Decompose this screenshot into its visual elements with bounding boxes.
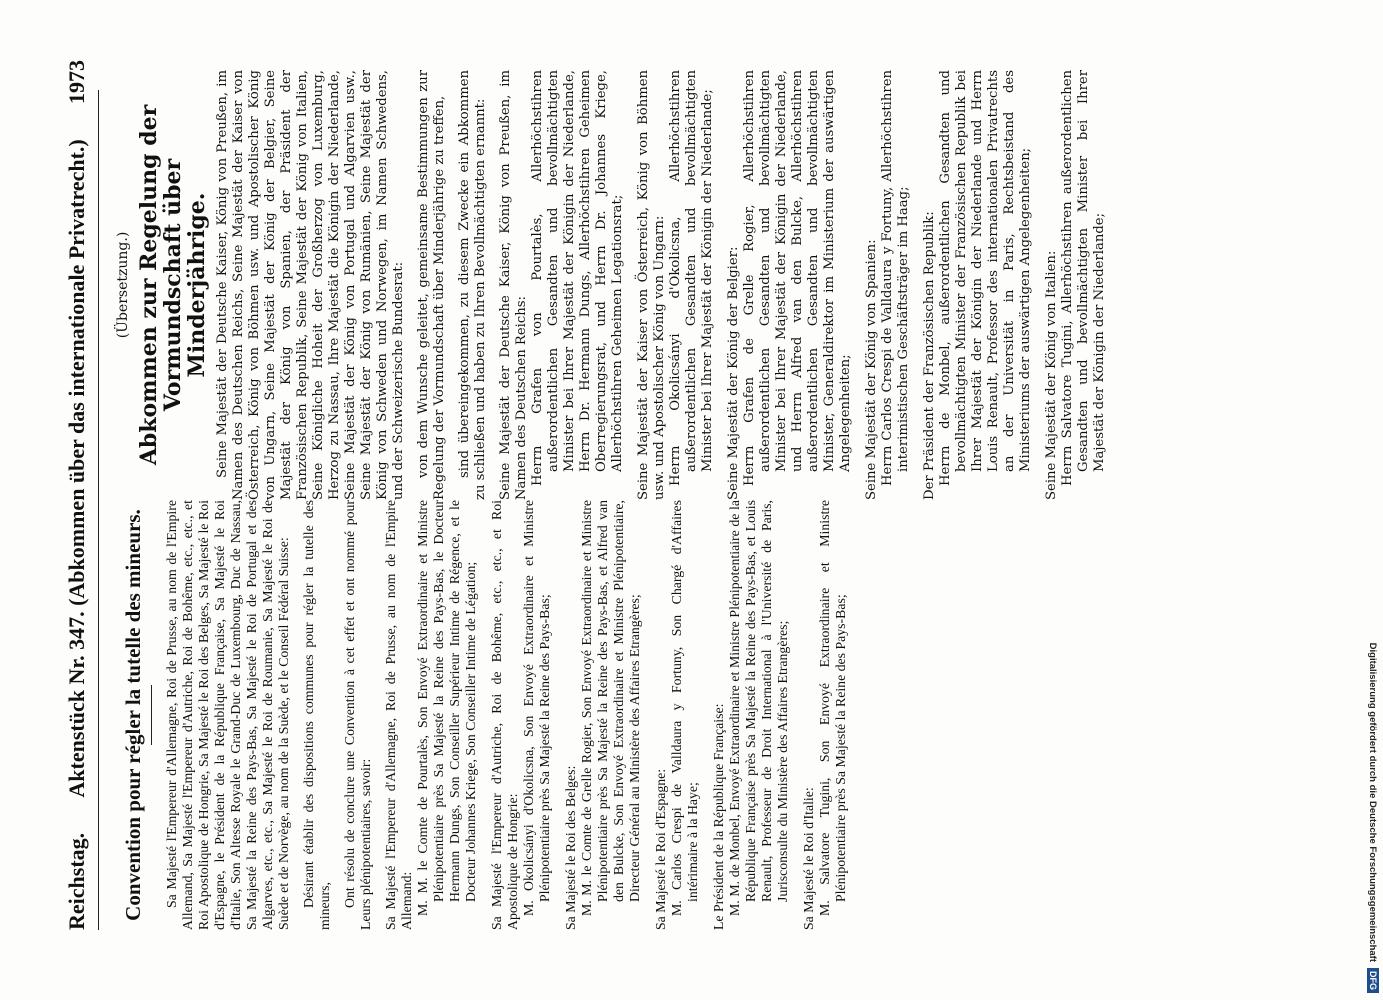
party-representative: Herrn Carlos Crespi de Valldaura y Fortuny, Allerhöchstihren interimistischen Geschäftsträger im Haag; [880,70,911,486]
french-party [489,500,553,930]
party-representative: Herrn Salvatore Tugini, Allerhöchstihren außerordentlichen Gesandten und bevollmächtigten Minister bei Ihrer Majestät der Königin der Niederlande; [1060,70,1107,486]
party-representative: Herrn Grafen von Pourtalès, Allerhöchstihren außerordentlichen Gesandten und bevollmächtigten Minister bei Ihrer Majestät der Königin der Niederlande, Herrn Dr. Hermann Dungs, Allerhöchstihren Geheimen Oberregierungsrat, und Herrn Dr. Johannes Kriege, Allerhöchstihren Geheimen Legationsrat; [530,70,625,486]
party-head: Sa Majesté l'Empereur d'Autriche, Roi de Bohême, etc., etc., et Roi Apostolique de Hongrie: [489,500,520,930]
digitization-sidenote [1366,8,1380,993]
german-party [636,70,716,500]
party-representative: Herrn de Monbel, außerordentlichen Gesandten und bevollmächtigten Minister der Französischen Republik bei Ihrer Majestät der Königin der Niederlande und Herrn Louis Renault, Professor des internationalen Privatrechts an der Universität in Paris, Rechtsbeistand des Ministeriums der auswärtigen Angelegenheiten; [938,70,1033,486]
party-head: Seine Majestät der Deutsche Kaiser, König von Preußen, im Namen des Deutschen Reichs: [498,70,529,500]
german-preamble-2: von dem Wunsche geleitet, gemeinsame Bestimmungen zur Regelung der Vormundschaft über Minderjährige zu treffen, [416,70,447,500]
party-representative: M. Salvatore Tugini, Son Envoyé Extraordinaire et Ministre Plénipotentiaire près Sa Majesté la Reine des Pays-Bas; [817,500,848,916]
german-subtitle: (Übersetzung.) [115,231,131,339]
german-preamble-3: sind übereingekommen, zu diesem Zwecke ein Abkommen zu schließen und haben zu Ihren Bevollmächtigten ernannt: [457,70,488,500]
german-title: Abkommen zur Regelung der Vormundschaft über Minderjährige. [136,104,210,466]
party-representative: M. M. le Comte de Pourtalès, Son Envoyé Extraordinaire et Ministre Plénipotentiaire près Sa Majesté la Reine des Pays-Bas, le Docteur Hermann Dungs, Son Conseiller Supérieur Intime de Régence, et le Docteur Johannes Kriege, Son Conseiller Intime de Légation; [415,500,478,916]
party-representative: Herrn Grafen de Grelle Rogier, Allerhöchstihren außerordentlichen Gesandten und bevollmächtigten Minister bei Ihrer Majestät der Königin der Niederlande, und Herrn Alfred van den Bulcke, Allerhöchstihren außerordentlichen Gesandten und bevollmächtigten Minister, Generaldirektor im Ministerium der auswärtigen Angelegenheiten; [742,70,853,486]
title-divider [151,685,152,745]
page-number: 1973 [64,60,89,104]
french-title: Convention pour régler la tutelle des mineurs. [121,509,145,921]
party-head: Seine Majestät der Kaiser von Österreich, König von Böhmen usw. und Apostolischer König von Ungarn: [636,70,667,500]
header-rule [98,90,99,930]
french-preamble-3: Ont résolu de conclure une Convention à cet effet et ont nommé pour Leurs plénipotentiaires, savoir: [342,500,373,930]
party-head: Seine Majestät der König von Italien: [1044,250,1059,500]
party-head: Sa Majesté le Roi d'Espagne: [653,768,668,930]
french-column [115,500,859,930]
party-representative: M. Carlos Crespi de Valldaura y Fortuny, Son Chargé d'Affaires intérimaire à la Haye; [669,500,700,916]
party-representative: M. M. le Comte de Grelle Rogier, Son Envoyé Extraordinaire et Ministre Plénipotentiaire près Sa Majesté la Reine des Pays-Bas, et Alfred van den Bulcke, Son Envoyé Extraordinaire et Ministre Plénipotentiaire, Directeur Général au Ministère des Affaires Etrangères; [579,500,642,916]
party-head: Seine Majestät der König der Belgier: [726,246,741,500]
party-representative: M. M. de Monbel, Envoyé Extraordinaire et Ministre Plénipotentiaire de la République Française près Sa Majesté la Reine des Pays-Bas, et Louis Renault, Professeur de Droit International à l'Université de Paris, Jurisconsulte du Ministère des Affaires Etrangères; [727,500,790,916]
french-party [801,500,849,930]
german-preamble-1: Seine Majestät der Deutsche Kaiser, König von Preußen, im Namen des Deutschen Reichs, Seine Majestät der Kaiser von Österreich, König von Böhmen usw. und Apostolischer König von Ungarn, Seine Majestät der König der Belgier, Seine Majestät der König von Spanien, der Präsident der Französischen Republik, Seine Majestät der König von Italien, Seine Königliche Hoheit der Großherzog von Luxemburg, Herzog zu Nassau, Ihre Majestät die Königin der Niederlande, Seine Majestät der König von Portugal und Algarvien usw., Seine Majestät der König von Rumänien, Seine Majestät der König von Schweden und Norwegen, im Namen Schwedens, und der Schweizerische Bundesrat: [215,70,406,500]
german-party [498,70,626,500]
dfg-logo: DFG [1367,968,1379,993]
german-party [1044,70,1108,500]
french-party [711,500,791,930]
party-head: Sa Majesté le Roi des Belges: [563,765,578,930]
party-head: Le Président de la République Française: [711,703,726,930]
german-column [115,70,1118,500]
german-party [864,70,912,500]
party-head: Sa Majesté l'Empereur d'Allemagne, Roi de Prusse, au nom de l'Empire Allemand: [383,500,414,930]
party-head: Sa Majesté le Roi d'Italie: [801,787,816,930]
german-party [726,70,854,500]
party-representative: M. Okolicsányi d'Okolicsna, Son Envoyé Extraordinaire et Ministre Plénipotentiaire près Sa Majesté la Reine des Pays-Bas; [521,500,552,916]
french-party [653,500,701,930]
french-preamble-1: Sa Majesté l'Empereur d'Allemagne, Roi de Prusse, au nom de l'Empire Allemand, Sa Majesté l'Empereur d'Autriche, Roi de Bohême, etc., etc., et Roi Apostolique de Hongrie, Sa Majesté le Roi des Belges, Sa Majesté le Roi d'Espagne, le Président de la République Française, Sa Majesté le Roi d'Italie, Son Altesse Royale le Grand-Duc de Luxembourg, Duc de Nassau, Sa Majesté la Reine des Pays-Bas, Sa Majesté le Roi de Portugal et des Algarves, etc., etc., Sa Majesté le Roi de Roumanie, Sa Majesté le Roi de Suède et de Norvège, au nom de la Suède, et le Conseil Fédéral Suisse: [164,500,291,930]
party-head: Seine Majestät der König von Spanien: [864,239,879,500]
header-title: Aktenstück Nr. 347. (Abkommen über das internationale Privatrecht.) [64,139,89,798]
digitization-credit: Digitalisierung gefördert durch die Deutsche Forschungsgemeinschaft [1367,642,1379,962]
french-preamble-2: Désirant établir des dispositions communes pour régler la tutelle des mineurs, [301,500,332,930]
header-left: Reichstag. [64,832,89,930]
french-party [563,500,643,930]
german-party [922,70,1034,500]
party-representative: Herrn Okolicsányi d'Okolicsna, Allerhöchstihren außerordentlichen Gesandten und bevollmächtigten Minister bei Ihrer Majestät der Königin der Niederlande; [668,70,715,486]
page-header [60,60,94,930]
party-head: Der Präsident der Französischen Republik: [922,211,937,500]
french-party [383,500,479,930]
